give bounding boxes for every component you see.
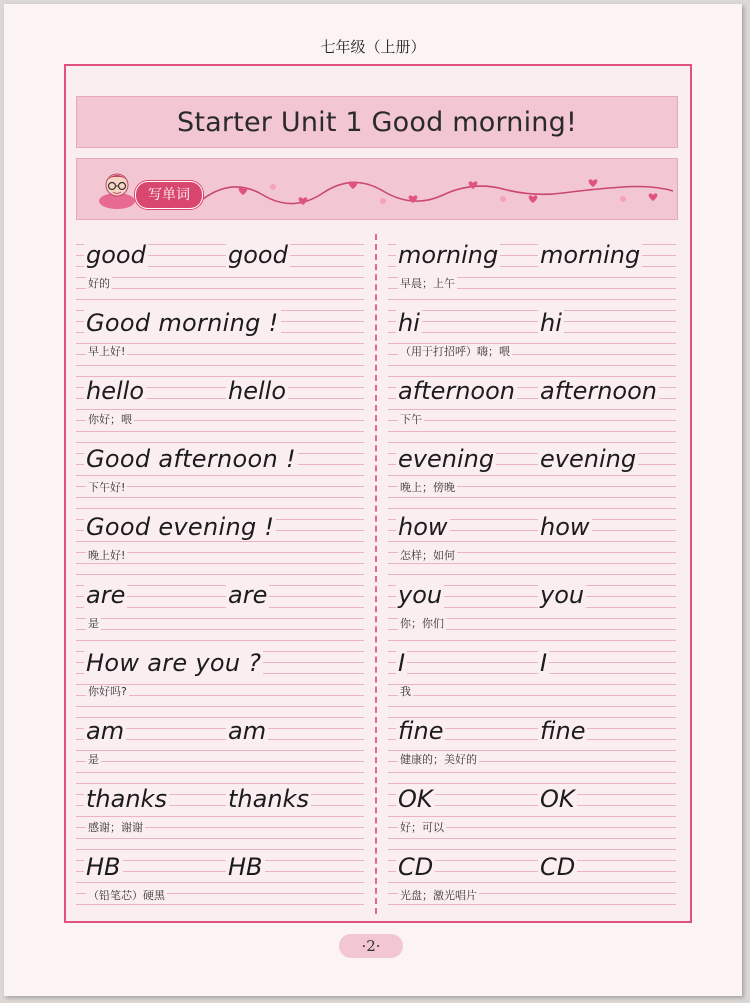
- vocab-meaning: （铅笔芯）硬黑: [88, 889, 165, 902]
- vocab-entry: [76, 710, 364, 778]
- vocab-word-copy: how: [540, 513, 590, 541]
- vocab-word-copy: HB: [228, 853, 263, 881]
- vocab-meaning: 我: [400, 685, 411, 698]
- section-band: [76, 158, 678, 220]
- vocab-meaning: 早上好!: [88, 345, 126, 358]
- vocab-meaning: （用于打招呼）嗨；喂: [400, 345, 510, 358]
- vocab-word-copy: OK: [540, 785, 575, 813]
- vocab-meaning: 健康的；美好的: [400, 753, 477, 766]
- vocab-word-copy: hi: [540, 309, 562, 337]
- vocab-word-copy: CD: [540, 853, 576, 881]
- heart-vine-icon: [203, 169, 673, 213]
- vocab-meaning: 你好吗?: [88, 685, 127, 698]
- vocab-meaning: 你好；喂: [88, 413, 132, 426]
- vocab-word-copy: evening: [540, 445, 637, 473]
- vocab-meaning: 是: [88, 617, 99, 630]
- vocab-entry: [388, 302, 676, 370]
- content-frame: [64, 64, 692, 923]
- vocab-word-copy: thanks: [228, 785, 309, 813]
- vocab-word: you: [398, 581, 443, 609]
- vocab-word: afternoon: [398, 377, 515, 405]
- vocab-entry: [76, 778, 364, 846]
- vocab-meaning: 怎样；如何: [400, 549, 455, 562]
- vocab-meaning: 下午好!: [88, 481, 126, 494]
- vocab-phrase: Good morning !: [86, 309, 279, 337]
- vocab-entry: [388, 778, 676, 846]
- vocab-meaning: 早晨；上午: [400, 277, 455, 290]
- vocabulary-columns: [76, 234, 676, 914]
- workbook-page: [4, 4, 742, 996]
- mascot-icon: [97, 167, 137, 211]
- vocab-word: hello: [86, 377, 144, 405]
- vocab-word: evening: [398, 445, 495, 473]
- vocab-phrase: Good afternoon !: [86, 445, 296, 473]
- vocabulary-column-left: [76, 234, 364, 914]
- vocab-word: are: [86, 581, 126, 609]
- vocab-entry: [76, 642, 364, 710]
- vocab-word: thanks: [86, 785, 167, 813]
- vocab-word: good: [86, 241, 146, 269]
- vocab-entry: [388, 574, 676, 642]
- vocab-word-copy: are: [228, 581, 268, 609]
- vocab-meaning: 晚上好!: [88, 549, 126, 562]
- vocab-entry: [76, 506, 364, 574]
- vocab-word-copy: am: [228, 717, 267, 745]
- vocab-word: CD: [398, 853, 434, 881]
- page-number: ·2·: [339, 934, 403, 958]
- vocab-entry: [388, 710, 676, 778]
- vocab-meaning: 光盘；激光唱片: [400, 889, 477, 902]
- vocab-meaning: 是: [88, 753, 99, 766]
- vocab-entry: [388, 438, 676, 506]
- section-badge-write-words: 写单词: [135, 181, 203, 209]
- vocab-entry: [76, 846, 364, 914]
- vocab-entry: [76, 370, 364, 438]
- vocab-word-copy: morning: [540, 241, 641, 269]
- vocab-word: morning: [398, 241, 499, 269]
- vocab-word: I: [398, 649, 406, 677]
- vocab-meaning: 下午: [400, 413, 422, 426]
- page-header-grade: 七年级（上册）: [320, 38, 426, 56]
- vocab-entry: [388, 370, 676, 438]
- vocab-word: how: [398, 513, 448, 541]
- vocab-word-copy: afternoon: [540, 377, 657, 405]
- vocab-entry: [76, 438, 364, 506]
- vocab-word: am: [86, 717, 125, 745]
- vocab-entry: [76, 574, 364, 642]
- vocab-word: OK: [398, 785, 433, 813]
- vocab-entry: [388, 642, 676, 710]
- unit-title: Starter Unit 1 Good morning!: [177, 107, 577, 138]
- vocab-phrase: Good evening !: [86, 513, 275, 541]
- vocab-word: fine: [398, 717, 444, 745]
- vocab-word-copy: good: [228, 241, 288, 269]
- vocab-entry: [388, 846, 676, 914]
- vocab-word-copy: you: [540, 581, 585, 609]
- vocab-meaning: 晚上；傍晚: [400, 481, 455, 494]
- vocab-word-copy: I: [540, 649, 548, 677]
- column-divider: [375, 234, 377, 914]
- vocab-word: HB: [86, 853, 121, 881]
- title-band: [76, 96, 678, 148]
- vocab-word-copy: fine: [540, 717, 586, 745]
- vocab-entry: [388, 234, 676, 302]
- vocab-entry: [388, 506, 676, 574]
- vocab-meaning: 你；你们: [400, 617, 444, 630]
- vocab-meaning: 感谢；谢谢: [88, 821, 143, 834]
- vocab-phrase: How are you ?: [86, 649, 262, 677]
- vocab-entry: [76, 302, 364, 370]
- vocab-word: hi: [398, 309, 420, 337]
- vocab-meaning: 好的: [88, 277, 110, 290]
- vocab-word-copy: hello: [228, 377, 286, 405]
- vocab-meaning: 好；可以: [400, 821, 444, 834]
- vocab-entry: [76, 234, 364, 302]
- vocabulary-column-right: [388, 234, 676, 914]
